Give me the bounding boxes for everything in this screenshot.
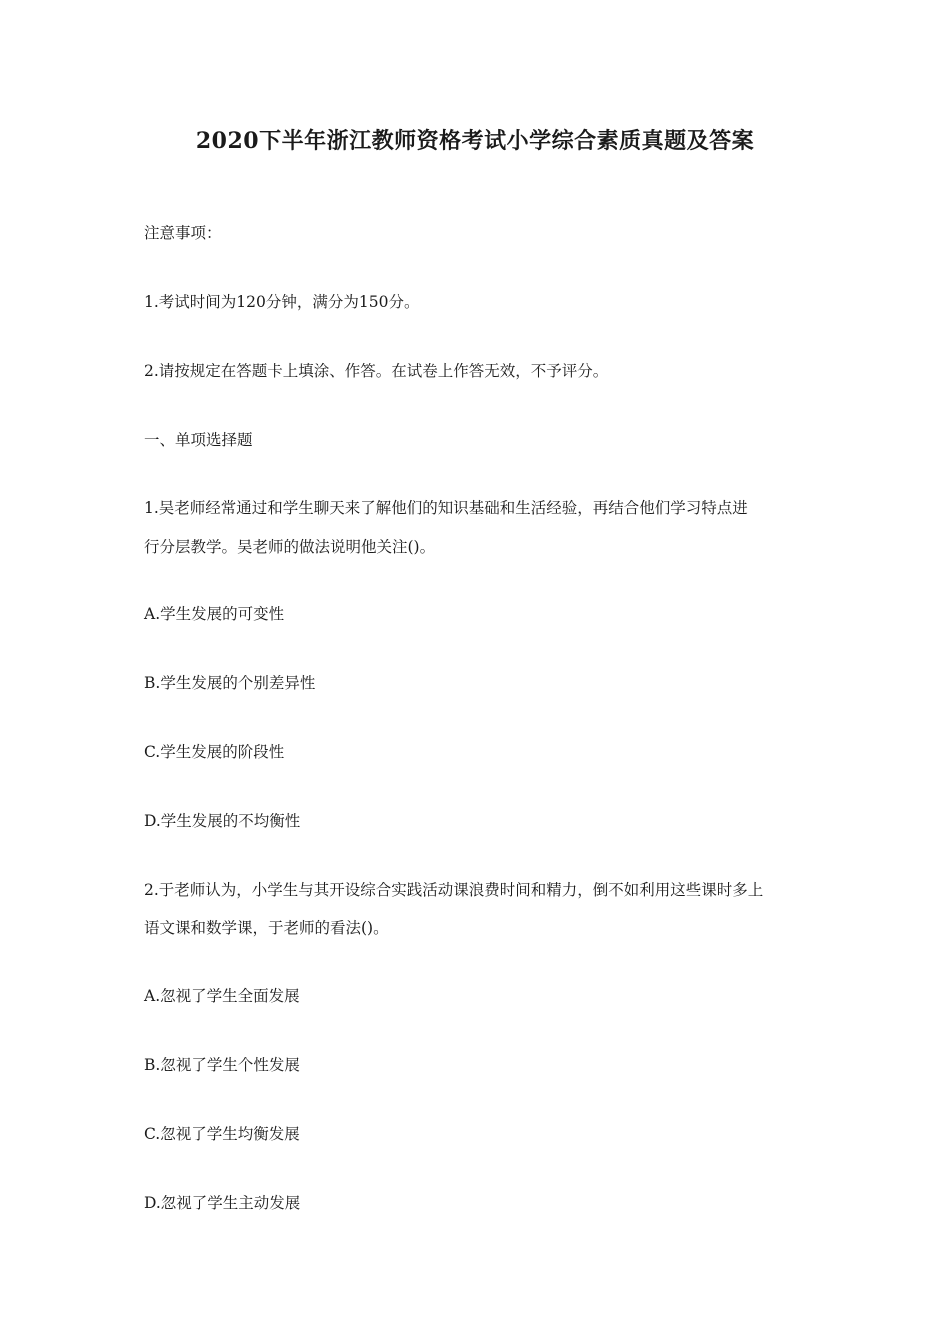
question-1-option-c: C.学生发展的阶段性 [144,743,285,761]
notice-heading: 注意事项： [144,224,222,242]
question-1-option-b: B.学生发展的个别差异性 [144,674,316,692]
notice-item-2: 2.请按规定在答题卡上填涂、作答。在试卷上作答无效，不予评分。 [144,362,609,380]
question-2-option-c: C.忽视了学生均衡发展 [144,1125,300,1143]
section-heading: 一、单项选择题 [144,431,253,449]
notice-item-1: 1.考试时间为120分钟，满分为150分。 [144,293,420,311]
question-2-option-b: B.忽视了学生个性发展 [144,1056,300,1074]
question-1-stem-line-2: 行分层教学。吴老师的做法说明他关注()。 [144,538,436,556]
question-1-option-d: D.学生发展的不均衡性 [144,812,301,830]
question-2-option-d: D.忽视了学生主动发展 [144,1194,301,1212]
question-2-stem-line-1: 2.于老师认为，小学生与其开设综合实践活动课浪费时间和精力，倒不如利用这些课时多上 [144,881,764,899]
question-1-option-a: A.学生发展的可变性 [144,605,285,623]
question-2-stem-line-2: 语文课和数学课，于老师的看法()。 [144,919,389,937]
question-2-option-a: A.忽视了学生全面发展 [144,987,300,1005]
document-title: 2020下半年浙江教师资格考试小学综合素质真题及答案 [195,128,755,154]
question-1-stem-line-1: 1.吴老师经常通过和学生聊天来了解他们的知识基础和生活经验，再结合他们学习特点进 [144,499,748,517]
